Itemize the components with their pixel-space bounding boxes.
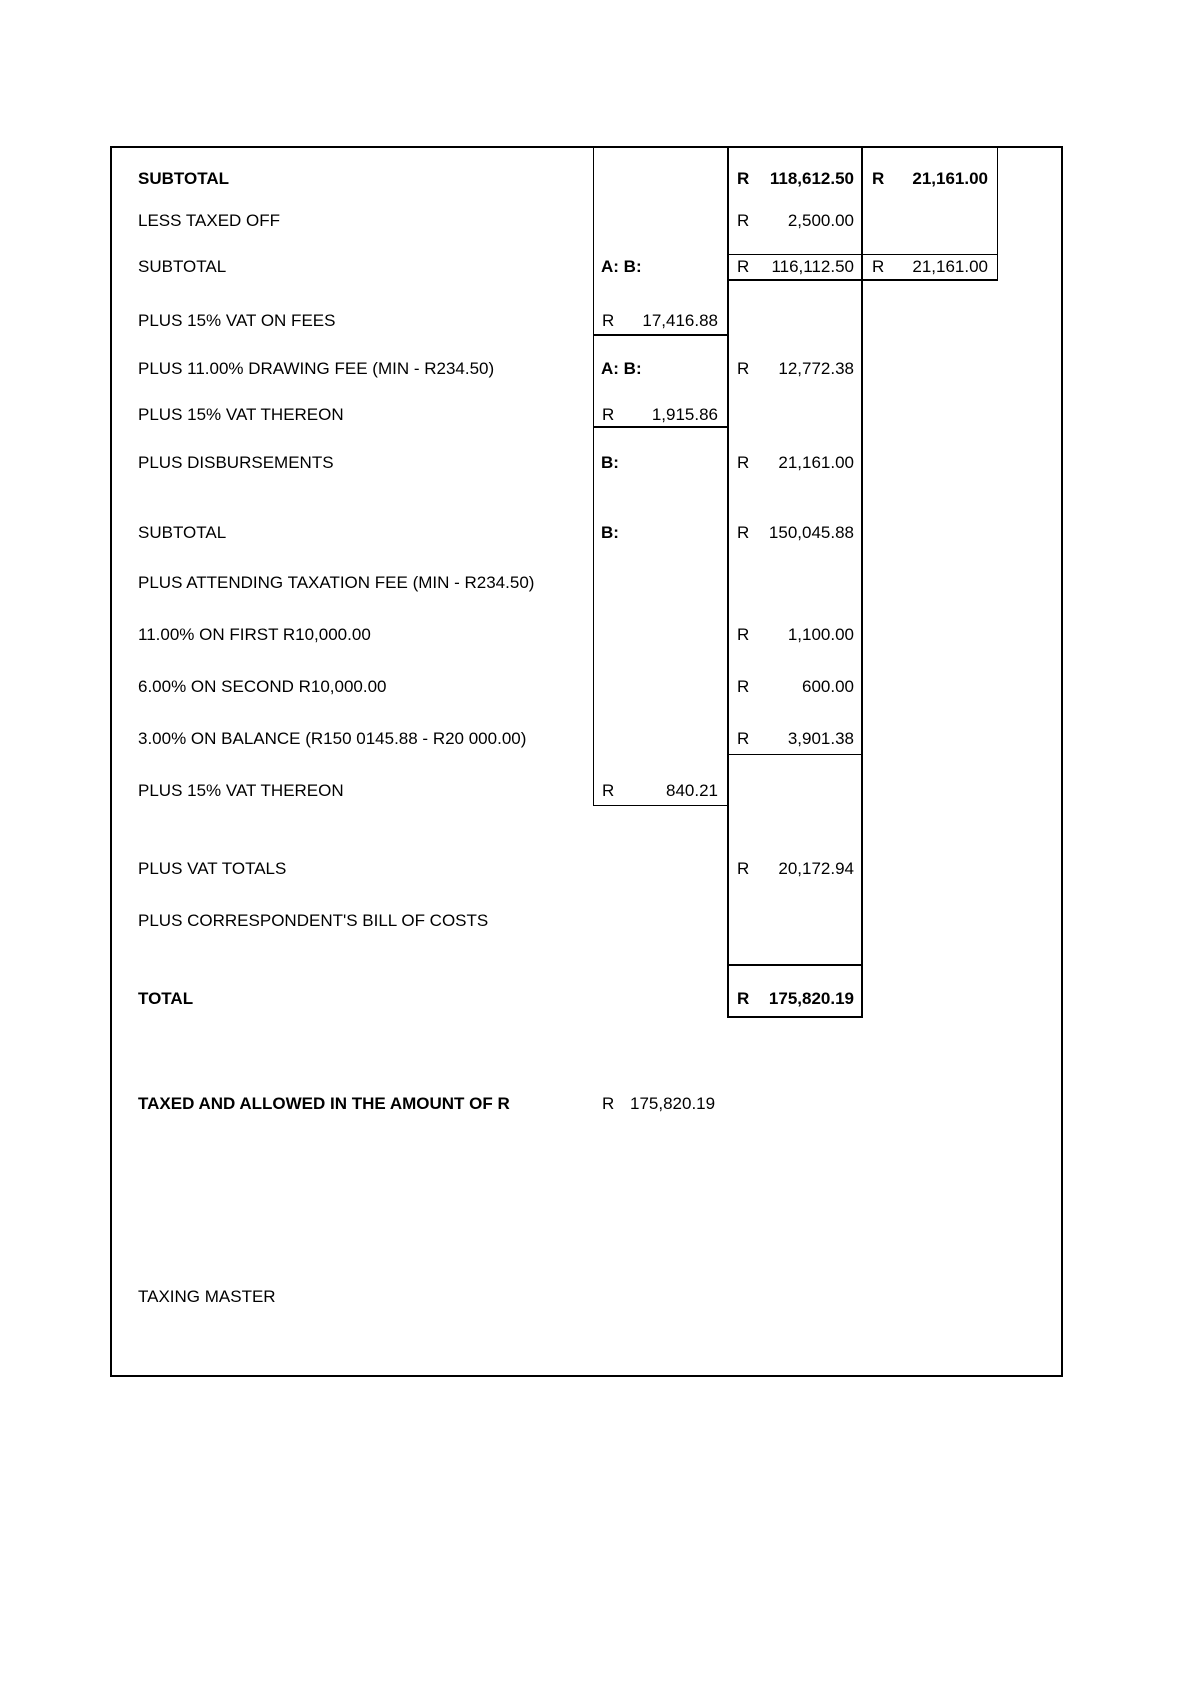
col1-box-top [593, 146, 728, 336]
row-disbursements-currency: R [737, 453, 750, 472]
row-disbursements-label: PLUS DISBURSEMENTS [138, 453, 334, 472]
row-subtotal-1-col3-value: 21,161.00 [912, 169, 988, 188]
taxed-allowed-label: TAXED AND ALLOWED IN THE AMOUNT OF R [138, 1094, 510, 1113]
row-balance-tier-currency: R [737, 729, 750, 748]
row-vat-on-fees-label: PLUS 15% VAT ON FEES [138, 311, 336, 330]
col1-box-bottom [593, 428, 728, 806]
row-disbursements-value: 21,161.00 [778, 453, 854, 472]
row-subtotal-3-currency: R [737, 523, 750, 542]
row-subtotal-3-value: 150,045.88 [768, 523, 854, 542]
row-balance-tier-label: 3.00% ON BALANCE (R150 0145.88 - R20 000.00) [138, 729, 527, 748]
row-less-taxed-off-currency: R [737, 211, 750, 230]
row-attending-fee-label: PLUS ATTENDING TAXATION FEE (MIN - R234.50) [138, 573, 535, 592]
row-vat-totals-currency: R [737, 859, 750, 878]
row-drawing-fee-label: PLUS 11.00% DRAWING FEE (MIN - R234.50) [138, 359, 495, 378]
row-subtotal-3-label: SUBTOTAL [138, 523, 227, 542]
row-subtotal-1-col3-currency: R [872, 169, 885, 188]
row-vat-thereon-2-value: 840.21 [666, 781, 718, 800]
row-drawing-fee-currency: R [737, 359, 750, 378]
subtotal-separator-lower [727, 279, 997, 280]
row-vat-thereon-2-label: PLUS 15% VAT THEREON [138, 781, 344, 800]
row-disbursements-marker: B: [601, 453, 619, 472]
row-subtotal-2-col3-value: 21,161.00 [912, 257, 988, 276]
row-drawing-fee-marker: A: B: [601, 359, 642, 378]
row-vat-thereon-2-currency: R [602, 781, 615, 800]
row-subtotal-2-col2-value: 116,112.50 [771, 257, 854, 276]
row-balance-tier-value: 3,901.38 [787, 729, 854, 748]
row-vat-on-fees-value: 17,416.88 [642, 311, 718, 330]
row-correspondent-label: PLUS CORRESPONDENT'S BILL OF COSTS [138, 911, 489, 930]
row-second-tier-value: 600.00 [802, 677, 854, 696]
subtotal-separator [727, 254, 997, 255]
row-first-tier-value: 1,100.00 [787, 625, 854, 644]
row-first-tier-label: 11.00% ON FIRST R10,000.00 [138, 625, 371, 644]
row-vat-thereon-1-label: PLUS 15% VAT THEREON [138, 405, 344, 424]
taxed-allowed-currency: R [602, 1094, 615, 1113]
row-subtotal-1-label: SUBTOTAL [138, 169, 229, 188]
row-first-tier-currency: R [737, 625, 750, 644]
row-vat-thereon-1-currency: R [602, 405, 615, 424]
row-subtotal-1-col2-currency: R [737, 169, 750, 188]
row-subtotal-1-col2-value: 118,612.50 [769, 169, 854, 188]
row-vat-totals-label: PLUS VAT TOTALS [138, 859, 287, 878]
taxed-allowed-amount: 175,820.19 [630, 1094, 716, 1113]
taxing-master-label: TAXING MASTER [138, 1287, 276, 1306]
row-total-currency: R [737, 989, 750, 1008]
row-subtotal-2-col3-currency: R [872, 257, 885, 276]
row-less-taxed-off-value: 2,500.00 [787, 211, 854, 230]
row-vat-totals-value: 20,172.94 [778, 859, 854, 878]
row-vat-on-fees-currency: R [602, 311, 615, 330]
row-less-taxed-off-label: LESS TAXED OFF [138, 211, 281, 230]
row-subtotal-2-col2-currency: R [737, 257, 750, 276]
row-subtotal-2-marker: A: B: [601, 257, 642, 276]
row-total-label: TOTAL [138, 989, 194, 1008]
row-drawing-fee-value: 12,772.38 [778, 359, 854, 378]
row-subtotal-3-marker: B: [601, 523, 619, 542]
row-second-tier-currency: R [737, 677, 750, 696]
row-vat-thereon-1-value: 1,915.86 [651, 405, 718, 424]
row-subtotal-2-label: SUBTOTAL [138, 257, 227, 276]
row-second-tier-label: 6.00% ON SECOND R10,000.00 [138, 677, 387, 696]
row-total-value: 175,820.19 [768, 989, 854, 1008]
